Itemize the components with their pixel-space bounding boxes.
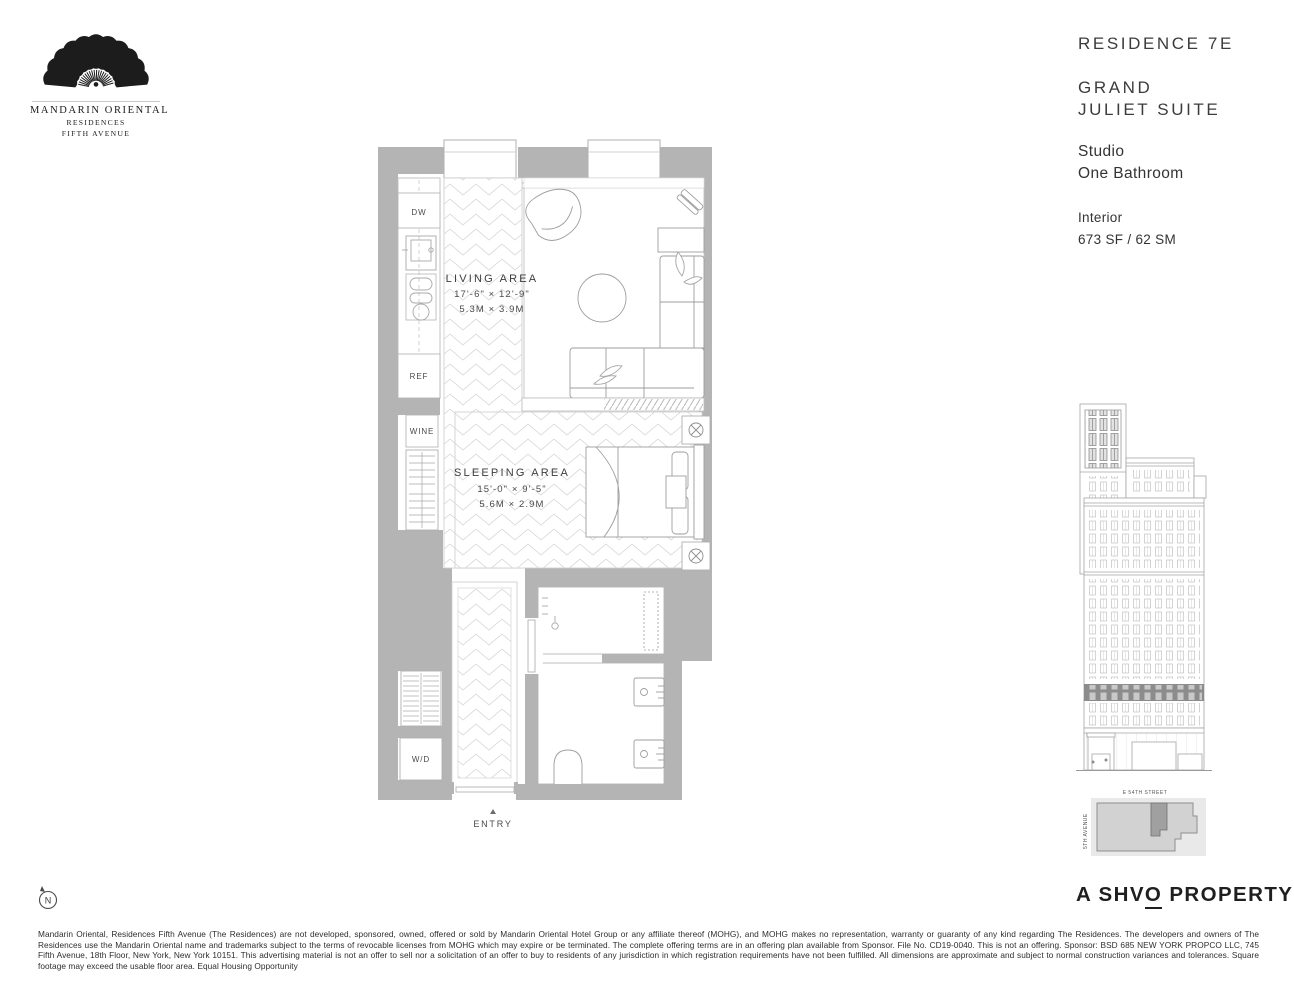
- bed: [586, 445, 704, 539]
- storage-shelves: [401, 671, 441, 726]
- sleeping-area-metric: 5.6M × 2.9M: [479, 499, 545, 510]
- unit-type: [1078, 141, 1184, 184]
- compass-north-letter: N: [44, 895, 52, 906]
- sleeping-area-imperial: 15'-0" × 9'-5": [477, 484, 547, 495]
- brand-sub-residences: RESIDENCES: [66, 118, 126, 127]
- logo-divider: [32, 101, 160, 102]
- console-table: [658, 228, 704, 252]
- shvo-property-logo: [1076, 883, 1293, 907]
- site-map: [1078, 786, 1210, 862]
- unit-line-2: One Bathroom: [1078, 164, 1184, 182]
- street-label: E 54TH STREET: [1122, 790, 1168, 796]
- unit-line-1: Studio: [1078, 143, 1125, 160]
- bathroom-door: [528, 620, 535, 672]
- legal-disclaimer: Mandarin Oriental, Residences Fifth Avenue (The Residences) are not developed, sponsored, owned, offered or sold by Mandarin Oriental Hotel Group or any affiliate thereof (MOHG), and MOHG makes no representation, warranty or guaranty of any kind regarding The Residences. The developers and owners of The Residences use the Mandarin Oriental name and trademarks subject to the terms of revocable licenses from MOHG which may expire or be terminated. The complete offering terms are in an offering plan available from Sponsor. File No. CD19-0040. This is not an offering. Sponsor: BSD 685 NEW YORK PROPCO LLC, 745 Fifth Avenue, 18th Floor, New York, New York 10151. This advertising material is not an offer to sell nor a solicitation of an offer to buy to residents of any jurisdiction in which registration requirements have not been fulfilled. All dimensions are approximate and subject to normal construction variances and tolerances. Square footage may exceed the usable floor area. Equal Housing Opportunity: [38, 929, 1259, 971]
- toilet: [554, 750, 582, 784]
- sleeping-area-title: SLEEPING AREA: [453, 467, 571, 479]
- interior-value: 673 SF / 62 SM: [1078, 232, 1176, 247]
- dishwasher-label: DW: [411, 208, 427, 217]
- washer-dryer-label: W/D: [411, 755, 431, 764]
- suite-line-2: JULIET SUITE: [1078, 100, 1221, 119]
- brand-name: MANDARIN ORIENTAL: [30, 105, 170, 116]
- sink-top: [634, 678, 664, 706]
- shower-room: [538, 587, 664, 654]
- shvo-post: PROPERTY: [1162, 883, 1294, 906]
- sink-bottom: [634, 740, 664, 768]
- living-area-metric: 5.3M × 3.9M: [459, 304, 525, 315]
- interior-label: Interior: [1078, 210, 1123, 225]
- shvo-o: O: [1145, 883, 1162, 909]
- residence-title: RESIDENCE 7E: [1078, 34, 1234, 53]
- suite-line-1: GRAND: [1078, 78, 1153, 97]
- interior-area: [1078, 207, 1176, 251]
- nightstand-bottom: [682, 542, 710, 570]
- wine-label: WINE: [409, 427, 435, 436]
- avenue-label: 5TH AVENUE: [1083, 813, 1089, 849]
- round-table: [578, 274, 626, 322]
- shvo-pre: A SHV: [1076, 883, 1145, 906]
- living-area-title: LIVING AREA: [445, 273, 539, 285]
- north-compass-icon: [33, 882, 63, 914]
- floor-plan: [372, 136, 722, 836]
- mandarin-oriental-fan-icon: [35, 24, 157, 94]
- building-elevation: [1076, 402, 1212, 774]
- refrigerator-label: REF: [409, 372, 429, 381]
- entry-door: [450, 782, 518, 800]
- entry-marker: [473, 809, 512, 829]
- suite-title: [1078, 77, 1220, 121]
- entry-label: ENTRY: [473, 819, 513, 829]
- brand-logo: [30, 24, 170, 138]
- brand-sub-fifth-avenue: FIFTH AVENUE: [61, 129, 131, 138]
- living-area-imperial: 17'-6" × 12'-9": [454, 289, 530, 300]
- knee-wall: [522, 398, 704, 411]
- highlighted-floor-7: [1084, 684, 1204, 701]
- living-room: [521, 178, 704, 398]
- nightstand-top: [682, 416, 710, 444]
